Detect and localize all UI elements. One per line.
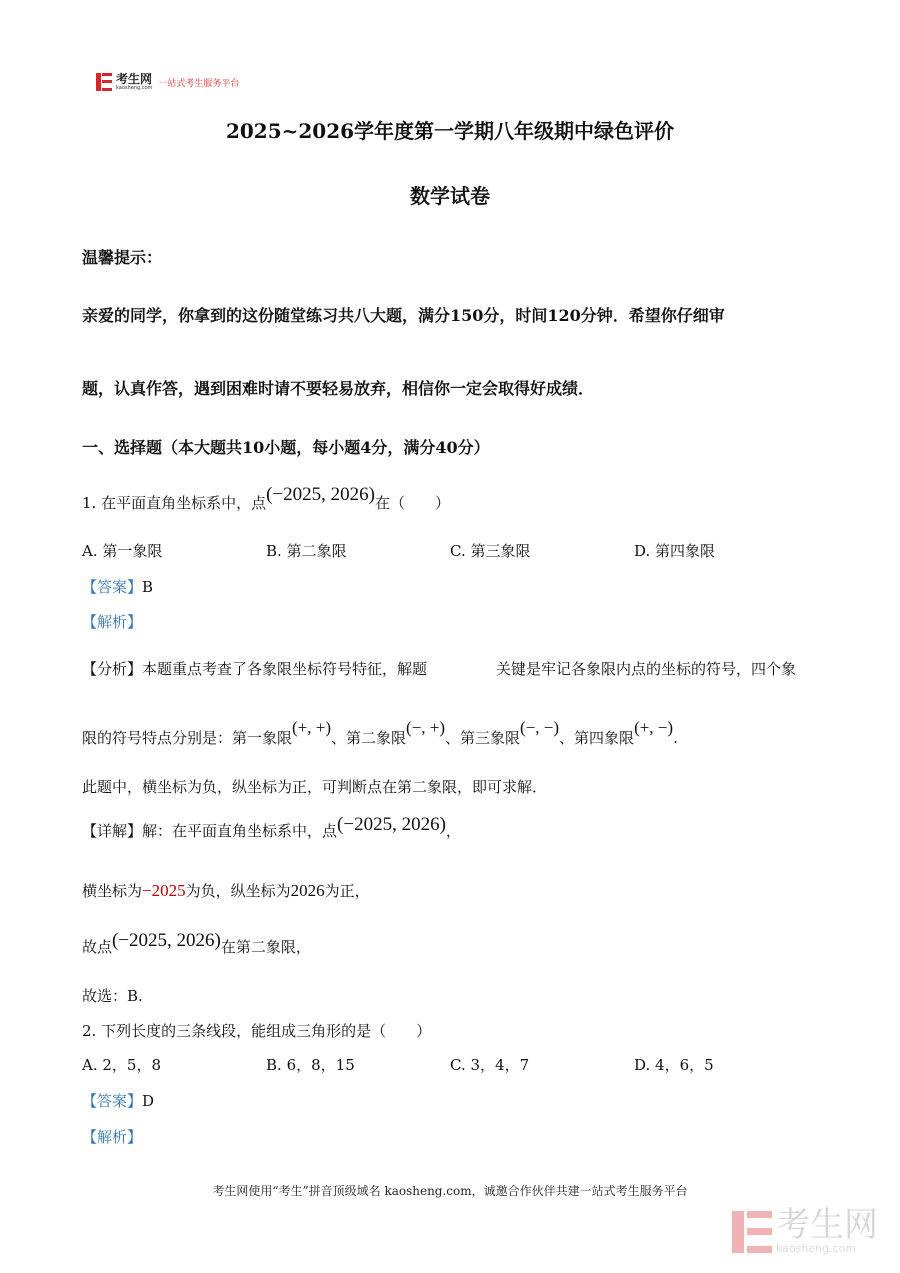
question-text: 在平面直角坐标系中，点 [101,494,267,512]
coord-line: 横坐标为−2025为负，纵坐标为2026为正， [82,881,370,900]
analysis-tag: 【解析】 [82,613,143,631]
question-number: 1. [82,494,97,512]
detail-line: 【详解】解：在平面直角坐标系中，点(−2025, 2026)， [82,814,461,840]
option-d[interactable]: D. 第四象限 [634,542,716,560]
quadrant-signs: 限的符号特点分别是：第一象限(+, +)、第二象限(−, +)、第三象限(−, −)、第四象限(+, −). [82,718,678,747]
option-c[interactable]: C. 3，4，7 [450,1056,530,1074]
tips-line-1: 亲爱的同学，你拿到的这份随堂练习共八大题，满分150分，时间120分钟．希望你仔细审 [82,306,725,325]
detail-point: (−2025, 2026) [337,814,446,835]
logo-icon [96,73,112,91]
tips-line-2: 题，认真作答，遇到困难时请不要轻易放弃，相信你一定会取得好成绩． [82,379,595,398]
analysis-tag: 【解析】 [82,1128,143,1146]
logo-slogan: 一站式考生服务平台 [158,78,240,89]
site-logo [96,72,239,92]
sign-q2: (−, +) [406,718,446,737]
answer-tag: 【答案】 [82,578,143,596]
choose-line: 故选：B. [82,987,143,1005]
option-a[interactable]: A. 第一象限 [82,542,163,560]
question-1-stem [82,484,450,514]
judge-line: 此题中，横坐标为负，纵坐标为正，可判断点在第二象限，即可求解． [82,778,548,796]
tips-heading: 温馨提示： [82,248,163,267]
logo-name: 考生网 [116,72,153,86]
question-number: 2. [82,1022,97,1040]
question-2-stem [82,1020,431,1041]
fenxi-line-cont: 关键是牢记各象限内点的坐标的符号，四个象 [496,660,797,678]
exam-title: 2025~2026学年度第一学期八年级期中绿色评价 [225,119,675,143]
watermark-domain: kaosheng.com [776,1242,857,1255]
sign-q3: (−, −) [520,718,560,737]
sign-q4: (+, −) [634,718,674,737]
conclusion-point: (−2025, 2026) [112,930,221,951]
watermark-logo [732,1205,878,1255]
x-value: −2025 [142,881,186,900]
conclusion-line: 故点(−2025, 2026)在第二象限， [82,930,311,956]
fenxi-line: 【分析】本题重点考查了各象限坐标符号特征，解题 [82,660,428,678]
watermark-name: 考生网 [776,1205,878,1245]
page-footer: 考生网使用“考生”拼音顶级域名 kaosheng.com，诚邀合作伙伴共建一站式考生服务平台 [212,1184,688,1198]
y-value: 2026 [290,881,325,900]
question-text: 下列长度的三条线段，能组成三角形的是（ ） [101,1022,432,1040]
sign-q1: (+, +) [292,718,332,737]
watermark-icon [732,1211,772,1253]
answer-line [82,576,153,597]
option-a[interactable]: A. 2，5，8 [82,1056,162,1074]
answer-tag: 【答案】 [82,1092,143,1110]
answer-value: D [142,1092,155,1110]
option-d[interactable]: D. 4，6，5 [634,1056,714,1074]
exam-subtitle: 数学试卷 [410,184,490,208]
option-b[interactable]: B. 6，8，15 [266,1056,355,1074]
question-text: 在（ ） [374,494,450,512]
logo-domain: kaosheng.com [116,85,153,91]
answer-line [82,1090,154,1111]
option-b[interactable]: B. 第二象限 [266,542,347,560]
option-c[interactable]: C. 第三象限 [450,542,531,560]
answer-value: B [142,578,154,596]
section-heading: 一、选择题（本大题共10小题，每小题4分，满分40分） [82,438,490,457]
point-expression: (−2025, 2026) [266,484,375,505]
